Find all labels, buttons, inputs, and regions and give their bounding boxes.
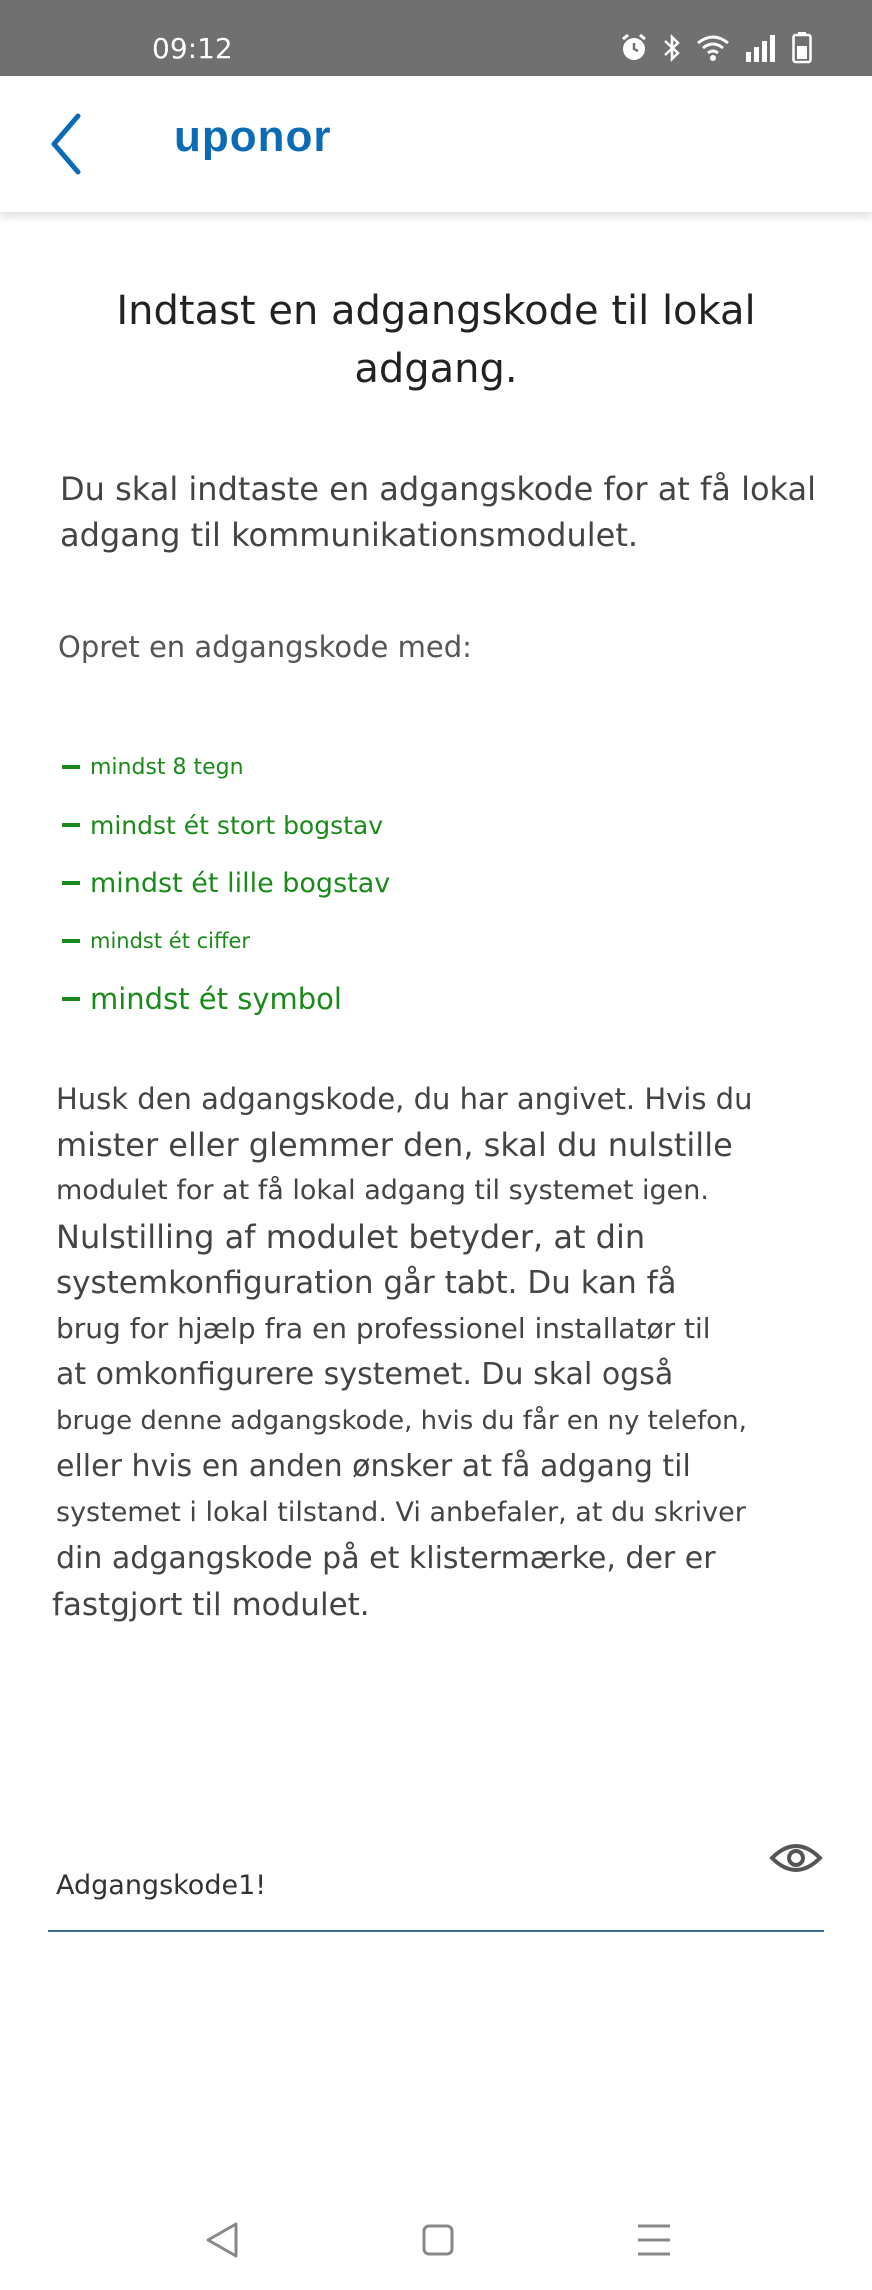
warning-line: fastgjort til modulet. (52, 1587, 370, 1623)
warning-line: Nulstilling af modulet betyder, at din (56, 1218, 646, 1256)
warning-line: bruge denne adgangskode, hvis du får en ny telefon, (56, 1406, 747, 1436)
wifi-icon (696, 34, 730, 62)
requirement-item (62, 912, 390, 970)
back-button[interactable] (40, 108, 100, 178)
warning-line: at omkonfigurere systemet. Du skal også (56, 1357, 674, 1392)
bluetooth-icon (662, 33, 682, 63)
password-input[interactable] (56, 1860, 736, 1910)
requirement-item (62, 796, 390, 854)
warning-line: mister eller glemmer den, skal du nulstille (56, 1126, 733, 1164)
requirements-list (62, 738, 390, 1028)
dash-icon (62, 765, 80, 769)
status-time: 09:12 (152, 32, 233, 65)
requirement-label: mindst ét lille bogstav (90, 867, 391, 899)
warning-line: brug for hjælp fra en professionel installatør til (56, 1312, 711, 1345)
chevron-left-icon (40, 108, 100, 178)
dash-icon (62, 997, 80, 1001)
square-home-icon (408, 2210, 468, 2270)
nav-menu-button[interactable] (624, 2210, 684, 2270)
requirement-item (62, 738, 390, 796)
requirement-label: mindst ét stort bogstav (90, 810, 384, 840)
page-title: Indtast en adgangskode til lokal adgang. (116, 288, 756, 392)
nav-back-button[interactable] (192, 2210, 252, 2270)
dash-icon (62, 881, 80, 885)
warning-line: din adgangskode på et klistermærke, der er (56, 1541, 716, 1576)
status-icons (620, 30, 812, 66)
signal-icon (744, 34, 778, 62)
eye-icon (768, 1830, 824, 1886)
app-header (0, 76, 872, 213)
triangle-back-icon (192, 2210, 252, 2270)
warning-line: modulet for at få lokal adgang til systemet igen. (56, 1175, 709, 1206)
uponor-logo: uponor (174, 112, 332, 161)
menu-lines-icon (624, 2210, 684, 2270)
warning-text (52, 1076, 846, 1628)
battery-icon (792, 32, 812, 64)
requirement-label: mindst ét symbol (90, 982, 342, 1016)
warning-line: Husk den adgangskode, du har angivet. Hvis du (56, 1082, 753, 1116)
dash-icon (62, 823, 80, 827)
requirement-item (62, 854, 390, 912)
requirement-label: mindst ét ciffer (90, 929, 251, 953)
intro-text: Du skal indtaste en adgangskode for at få lokal adgang til kommunikationsmodulet. (60, 470, 816, 554)
dash-icon (62, 939, 80, 943)
warning-line: systemkonfiguration går tabt. Du kan få (56, 1265, 677, 1301)
status-bar (0, 0, 872, 76)
requirement-label: mindst 8 tegn (90, 754, 244, 780)
system-nav-bar (0, 2190, 872, 2290)
warning-line: eller hvis en anden ønsker at få adgang til (56, 1449, 691, 1484)
alarm-icon (620, 33, 648, 63)
requirements-heading: Opret en adgangskode med: (58, 630, 472, 664)
requirement-item (62, 970, 390, 1028)
password-field (48, 1830, 824, 1932)
warning-line: systemet i lokal tilstand. Vi anbefaler, at du skriver (56, 1497, 746, 1528)
show-password-button[interactable] (768, 1830, 824, 1886)
nav-home-button[interactable] (408, 2210, 468, 2270)
